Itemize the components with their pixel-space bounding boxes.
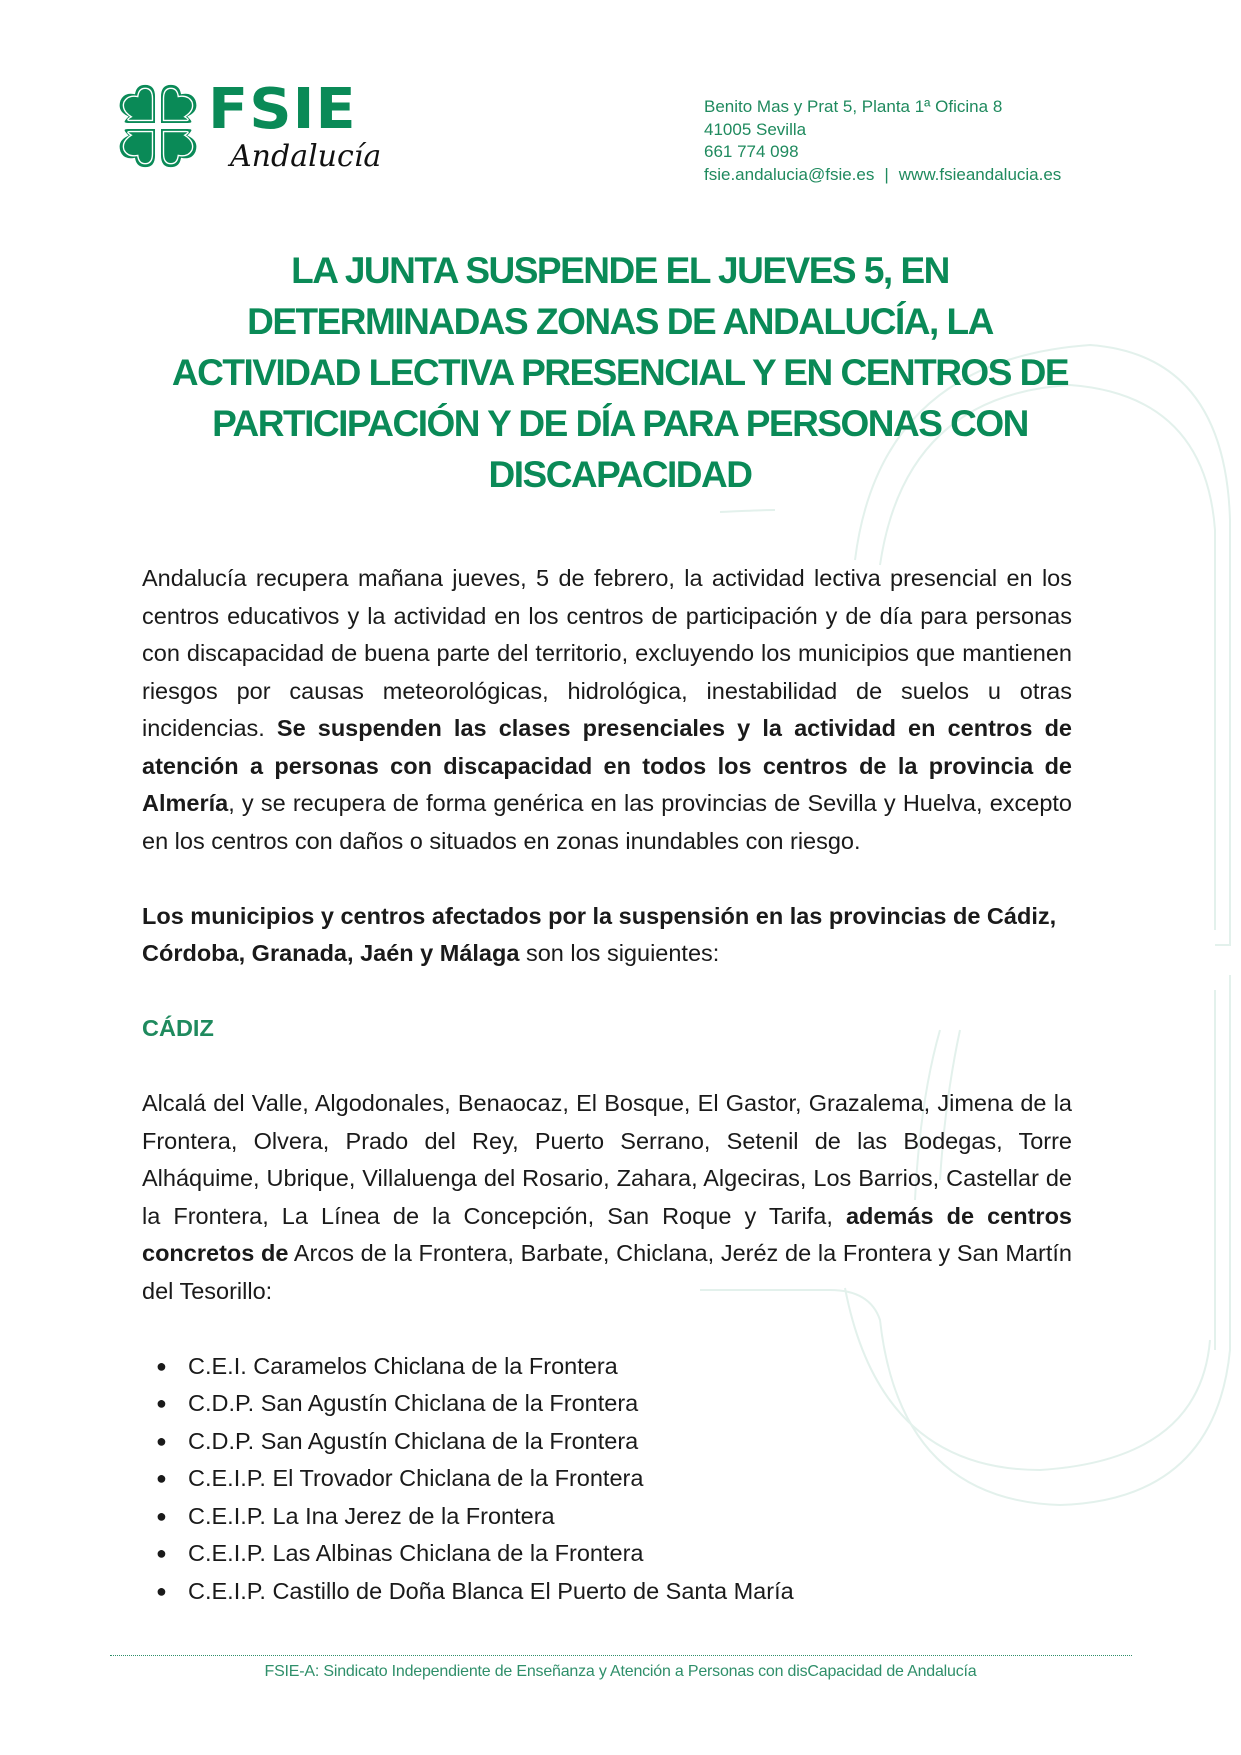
document-body — [142, 560, 1072, 1610]
list-item: ● C.D.P. San Agustín Chiclana de la Frontera — [142, 1385, 1072, 1423]
footer-text: FSIE-A: Sindicato Independiente de Enseñanza y Atención a Personas con disCapacidad de Andalucía — [264, 1663, 977, 1680]
bullet-icon: ● — [156, 1580, 167, 1601]
almeria-suspension-bold: Se suspenden las clases presenciales y la actividad en centros de atención a personas con discapacidad en todos los centros de la provincia de Almería — [142, 715, 1072, 816]
bullet-icon: ● — [156, 1355, 167, 1376]
bullet-icon: ● — [156, 1505, 167, 1526]
cadiz-municipalities-paragraph: Alcalá del Valle, Algodonales, Benaocaz, El Bosque, El Gastor, Grazalema, Jimena de la Frontera, Olvera, Prado del Rey, Puerto Serrano, Setenil de las Bodegas, Torre Alháquime, Ubrique, Villaluenga del Rosario, Zahara, Algeciras, Los Barrios, Castellar de la Frontera, La Línea de la Concepción, San Roque y Tarifa, además de centros concretos de Arcos de la Frontera, Barbate, Chiclana, Jeréz de la Frontera y San Martín del Tesorillo: — [142, 1090, 1072, 1304]
separator: | — [884, 164, 889, 184]
title-line: PARTICIPACIÓN Y DE DÍA PARA PERSONAS CON — [212, 403, 1028, 444]
title-line: DISCAPACIDAD — [488, 454, 752, 495]
email-link[interactable]: fsie.andalucia@fsie.es — [704, 164, 875, 184]
document-title — [140, 245, 1100, 500]
fsie-logo — [112, 77, 382, 190]
city-line: 41005 Sevilla — [704, 119, 807, 139]
list-item: ● C.E.I. Caramelos Chiclana de la Frontera — [142, 1348, 1072, 1386]
intro-paragraph: Andalucía recupera mañana jueves, 5 de febrero, la actividad lectiva presencial en los centros educativos y la actividad en los centros de participación y de día para personas con discapacidad de buena parte del territorio, excluyendo los municipios que mantienen riesgos por causas meteorológicas, hidrológica, inestabilidad de suelos u otras incidencias. Se suspenden las clases presenciales y la actividad en centros de atención a personas con discapacidad en todos los centros de la provincia de Almería, y se recupera de forma genérica en las provincias de Sevilla y Huelva, excepto en los centros con daños o situados en zonas inundables con riesgo. — [142, 565, 1072, 854]
title-line: DETERMINADAS ZONAS DE ANDALUCÍA, LA — [247, 301, 993, 342]
bullet-icon: ● — [156, 1543, 167, 1563]
list-item: ● C.D.P. San Agustín Chiclana de la Frontera — [142, 1423, 1072, 1461]
website-link[interactable]: www.fsieandalucia.es — [898, 164, 1062, 184]
cadiz-centers-list — [142, 1348, 1072, 1611]
bullet-icon: ● — [156, 1393, 167, 1413]
section-heading-cadiz: CÁDIZ — [142, 1015, 214, 1041]
title-line: LA JUNTA SUSPENDE EL JUEVES 5, EN — [291, 250, 949, 291]
phone: 661 774 098 — [704, 142, 799, 161]
contact-block — [704, 96, 1061, 186]
letterhead — [0, 0, 1241, 200]
address-line: Benito Mas y Prat 5, Planta 1ª Oficina 8 — [704, 97, 1003, 116]
bullet-icon: ● — [156, 1468, 167, 1488]
logo-region: Andalucía — [230, 139, 382, 174]
bullet-icon: ● — [156, 1430, 167, 1451]
footer-divider — [110, 1655, 1132, 1656]
affected-intro-paragraph: Los municipios y centros afectados por la suspensión en las provincias de Cádiz, Córdoba, Granada, Jaén y Málaga son los siguientes: — [142, 902, 1057, 966]
list-item: ● C.E.I.P. Castillo de Doña Blanca El Puerto de Santa María — [142, 1573, 1072, 1611]
list-item: ● C.E.I.P. El Trovador Chiclana de la Frontera — [142, 1460, 1072, 1498]
four-leaf-clover-icon — [112, 80, 204, 172]
title-line: ACTIVIDAD LECTIVA PRESENCIAL Y EN CENTROS DE — [171, 352, 1069, 393]
list-item: ● C.E.I.P. La Ina Jerez de la Frontera — [142, 1498, 1072, 1536]
logo-brand: FSIE — [208, 77, 357, 142]
list-item: ● C.E.I.P. Las Albinas Chiclana de la Frontera — [142, 1535, 1072, 1573]
email-web-line — [704, 164, 1061, 187]
